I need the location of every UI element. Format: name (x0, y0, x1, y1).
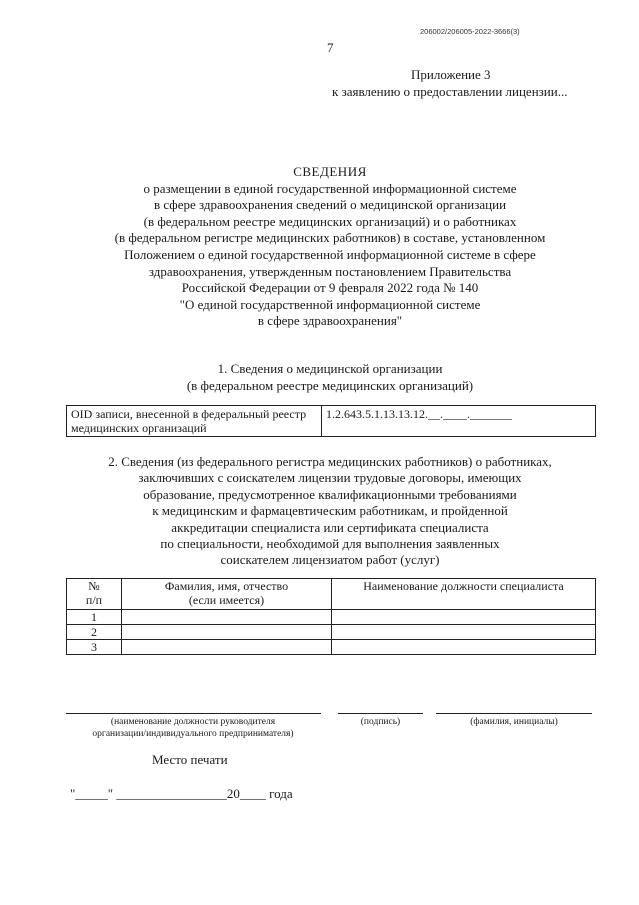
section-2-line: по специальности, необходимой для выполнения заявленных (160, 536, 500, 552)
head-position-line[interactable] (66, 713, 321, 714)
column-header-name-line1: Фамилия, имя, отчество (164, 579, 289, 593)
head-caption-line2: организации/индивидуального предпринимателя) (92, 729, 294, 739)
section-1-line: (в федеральном реестре медицинских организаций) (186, 378, 474, 393)
column-header-name-line2: (если имеется) (188, 593, 265, 607)
stamp-place-label: Место печати (152, 752, 228, 767)
column-header-number-line2: п/п (85, 593, 103, 607)
title-line: здравоохранения, утвержденным постановлением Правительства (148, 263, 512, 279)
position-cell[interactable] (332, 610, 596, 625)
head-position-caption (58, 716, 328, 740)
title-line: в сфере здравоохранения" (257, 313, 403, 329)
row-number: 1 (67, 610, 122, 625)
table-row (67, 625, 596, 640)
oid-value-field[interactable]: 1.2.643.5.1.13.13.12.__.____._______ (322, 406, 596, 437)
title-line: (в федеральном регистре медицинских работников) в составе, установленном (114, 230, 546, 246)
full-name-cell[interactable] (122, 640, 332, 655)
full-name-cell[interactable] (122, 625, 332, 640)
section-2-line: образование, предусмотренное квалификационными требованиями (143, 486, 517, 502)
title-line: в сфере здравоохранения сведений о медицинской организации (153, 197, 507, 213)
title-line: о размещении в единой государственной информационной системе (143, 180, 517, 196)
section-1-heading (60, 360, 600, 394)
position-cell[interactable] (332, 640, 596, 655)
appendix-title: Приложение 3 (411, 67, 491, 82)
document-id: 206002/206005-2022-3666(3) (420, 27, 520, 36)
position-cell[interactable] (332, 625, 596, 640)
appendix-subtitle: к заявлению о предоставлении лицензии... (332, 84, 568, 99)
section-2-line: аккредитации специалиста или сертификата специалиста (171, 519, 489, 535)
section-2-heading (60, 454, 600, 569)
section-2-line: заключивших с соискателем лицензии трудовые договоры, имеющих (138, 470, 522, 486)
title-line: "О единой государственной информационной системе (179, 296, 481, 312)
title-line: (в федеральном реестре медицинских организаций) и о работниках (143, 213, 517, 229)
column-header-number (67, 579, 122, 610)
signature-line[interactable] (338, 713, 423, 714)
staff-table-header (67, 579, 596, 610)
document-title (60, 164, 600, 330)
row-number: 3 (67, 640, 122, 655)
column-header-position: Наименование должности специалиста (332, 579, 596, 610)
title-heading: СВЕДЕНИЯ (293, 164, 367, 179)
column-header-full-name (122, 579, 332, 610)
table-row (67, 640, 596, 655)
staff-table (66, 578, 596, 655)
date-field[interactable]: "_____" _________________20____ года (70, 786, 293, 801)
head-caption-line1: (наименование должности руководителя (110, 717, 276, 727)
row-number: 2 (67, 625, 122, 640)
section-1-line: 1. Сведения о медицинской организации (217, 361, 443, 376)
title-line: Положением о единой государственной информационной системе в сфере (124, 246, 536, 262)
title-line: Российской Федерации от 9 февраля 2022 года № 140 (181, 280, 479, 296)
name-initials-line[interactable] (436, 713, 592, 714)
section-2-line: 2. Сведения (из федерального регистра медицинских работников) о работниках, (108, 454, 552, 469)
signature-caption: (подпись) (360, 717, 401, 727)
full-name-cell[interactable] (122, 610, 332, 625)
page-number: 7 (327, 40, 334, 55)
section-2-line: к медицинским и фармацевтическим работникам, и пройденной (152, 503, 508, 519)
oid-table (66, 405, 596, 437)
column-header-number-line1: № (88, 579, 100, 593)
section-2-line: соискателем лицензиатом работ (услуг) (220, 552, 440, 568)
oid-row (67, 406, 596, 437)
name-initials-caption: (фамилия, инициалы) (470, 717, 558, 727)
oid-label: OID записи, внесенной в федеральный реестр медицинских организаций (67, 406, 322, 437)
appendix-header (300, 66, 588, 100)
table-row (67, 610, 596, 625)
